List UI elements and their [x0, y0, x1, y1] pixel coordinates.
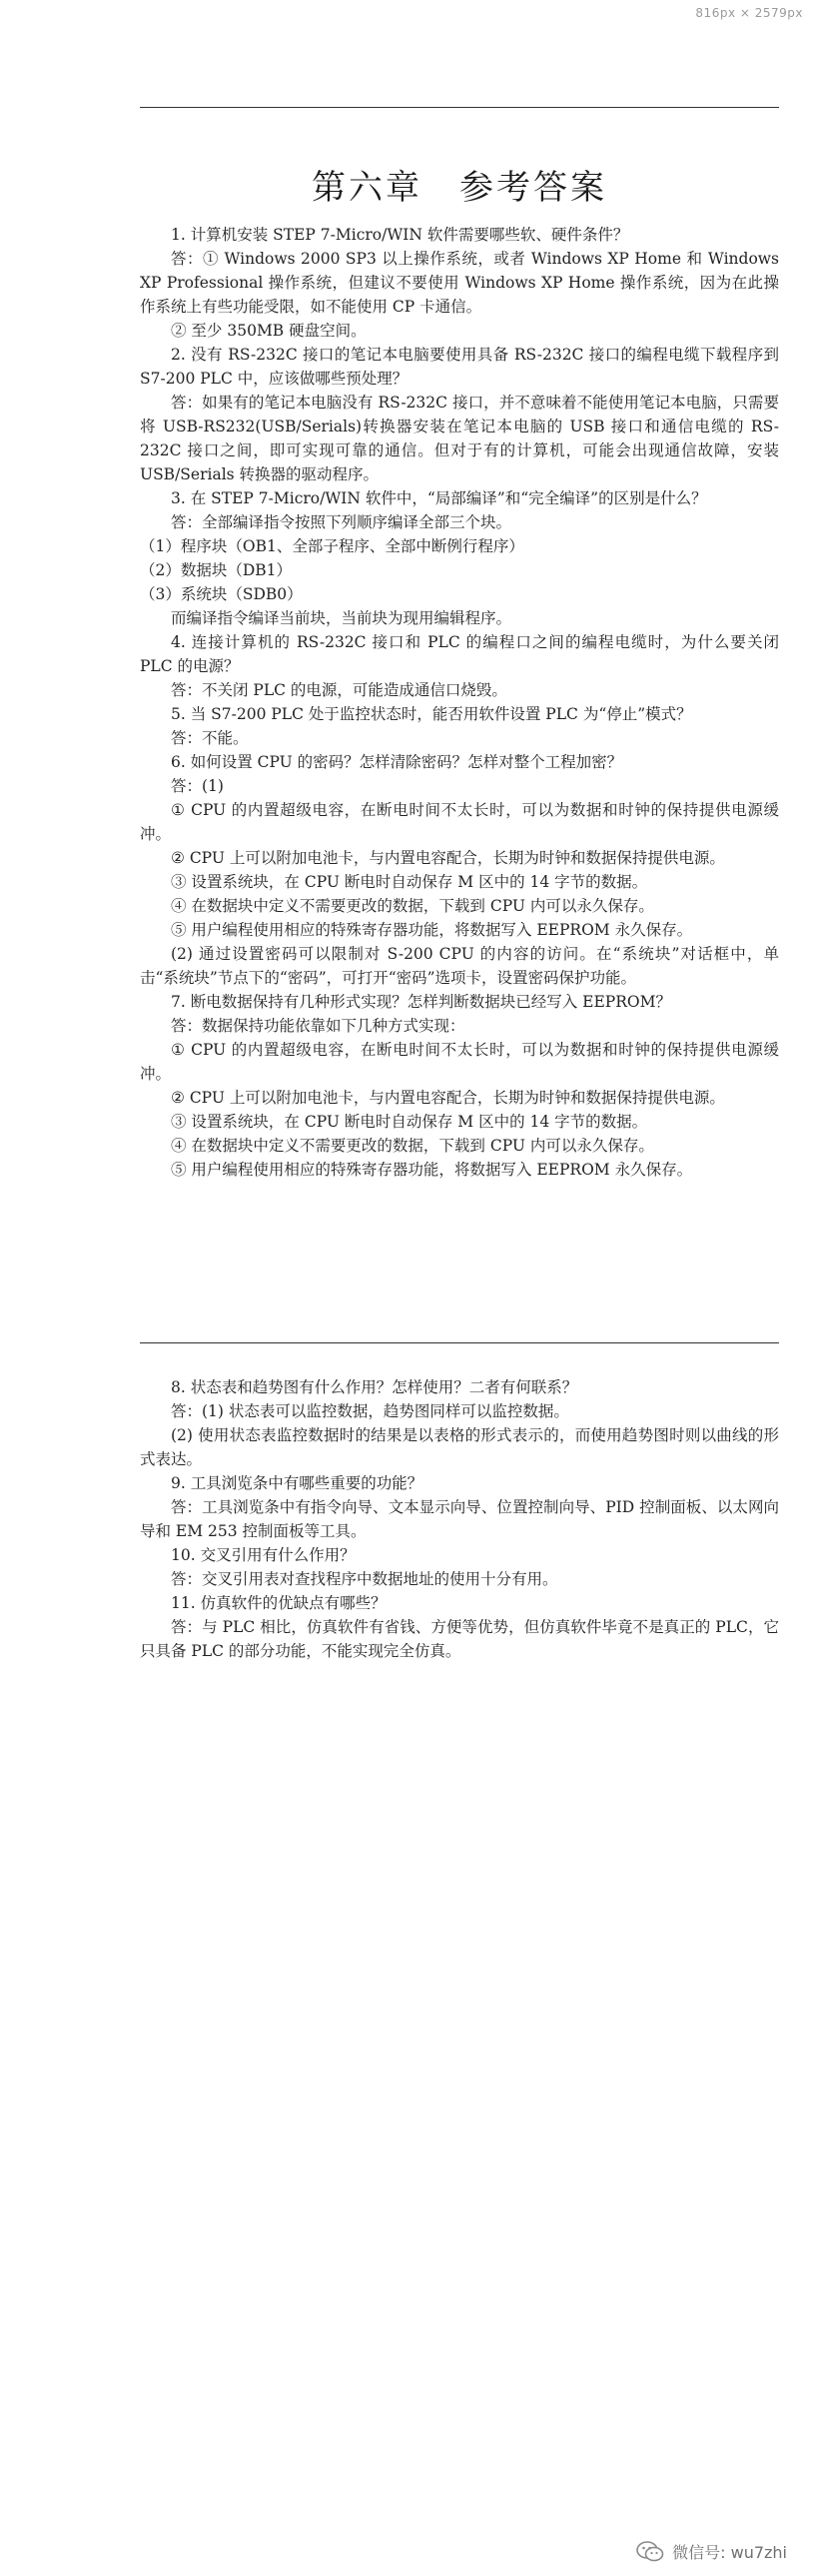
answer-3-item: （1）程序块（OB1、全部子程序、全部中断例行程序）	[140, 537, 524, 555]
answer-7-item: ② CPU 上可以附加电池卡，与内置电容配合，长期为时钟和数据保持提供电源。	[171, 1089, 725, 1107]
page2-content	[140, 1375, 779, 1663]
answer-3: 答：全部编译指令按照下列顺序编译全部三个块。	[171, 513, 512, 531]
answer-6-item: ① CPU 的内置超级电容，在断电时间不太长时，可以为数据和时钟的保持提供电源缓冲。	[140, 801, 779, 843]
answer-6-item: ② CPU 上可以附加电池卡，与内置电容配合，长期为时钟和数据保持提供电源。	[171, 849, 725, 867]
question-10: 10. 交叉引用有什么作用？	[171, 1546, 356, 1564]
answer-6: 答：(1)	[171, 777, 224, 795]
answer-8-part2: (2) 使用状态表监控数据时的结果是以表格的形式表示的，而使用趋势图时则以曲线的形式表达。	[140, 1426, 779, 1468]
answer-5: 答：不能。	[171, 729, 249, 747]
answer-3-note: 而编译指令编译当前块，当前块为现用编辑程序。	[171, 609, 512, 627]
answer-7-item: ① CPU 的内置超级电容，在断电时间不太长时，可以为数据和时钟的保持提供电源缓冲。	[140, 1041, 779, 1083]
answer-9: 答：工具浏览条中有指令向导、文本显示向导、位置控制向导、PID 控制面板、以太网向导和 EM 253 控制面板等工具。	[140, 1498, 779, 1540]
answer-6-item: ③ 设置系统块，在 CPU 断电时自动保存 M 区中的 14 字节的数据。	[171, 873, 648, 891]
page1-content	[140, 160, 779, 1182]
question-4: 4. 连接计算机的 RS-232C 接口和 PLC 的编程口之间的编程电缆时，为什么要关闭 PLC 的电源？	[140, 633, 779, 675]
question-9: 9. 工具浏览条中有哪些重要的功能？	[171, 1474, 423, 1492]
page2-top-rule	[140, 1342, 779, 1343]
answer-1: 答：① Windows 2000 SP3 以上操作系统，或者 Windows XP Home 和 Windows XP Professional 操作系统，但建议不要使用 Windows XP Home 操作系统，因为在此操作系统上有些功能受限，如不能使用 CP 卡通信。	[140, 250, 779, 316]
question-11: 11. 仿真软件的优缺点有哪些？	[171, 1594, 387, 1612]
answer-6-item: ④ 在数据块中定义不需要更改的数据，下载到 CPU 内可以永久保存。	[171, 897, 654, 915]
answer-4: 答：不关闭 PLC 的电源，可能造成通信口烧毁。	[171, 681, 507, 699]
answer-6-part2: (2) 通过设置密码可以限制对 S-200 CPU 的内容的访问。在“系统块”对话框中，单击“系统块”节点下的“密码”，可打开“密码”选项卡，设置密码保护功能。	[140, 945, 779, 987]
answer-1-item: ② 至少 350MB 硬盘空间。	[171, 322, 367, 340]
question-1: 1. 计算机安装 STEP 7-Micro/WIN 软件需要哪些软、硬件条件？	[171, 226, 629, 244]
answer-2: 答：如果有的笔记本电脑没有 RS-232C 接口，并不意味着不能使用笔记本电脑，只需要将 USB-RS232(USB/Serials)转换器安装在笔记本电脑的 USB 接口和通信电缆的 RS-232C 接口之间，即可实现可靠的通信。但对于有的计算机，可能会出现通信故障，安装 USB/Serials 转换器的驱动程序。	[140, 394, 779, 483]
wechat-watermark	[636, 2540, 787, 2563]
answer-7-item: ③ 设置系统块，在 CPU 断电时自动保存 M 区中的 14 字节的数据。	[171, 1113, 648, 1131]
answer-7-item: ④ 在数据块中定义不需要更改的数据，下载到 CPU 内可以永久保存。	[171, 1137, 654, 1155]
answer-3-item: （2）数据块（DB1）	[140, 561, 293, 579]
image-size-label: 816px × 2579px	[695, 6, 803, 20]
page1-top-rule	[140, 107, 779, 108]
answer-3-item: （3）系统块（SDB0）	[140, 585, 303, 603]
answer-8: 答：(1) 状态表可以监控数据，趋势图同样可以监控数据。	[171, 1402, 569, 1420]
answer-7: 答：数据保持功能依靠如下几种方式实现：	[171, 1017, 465, 1035]
wechat-icon	[636, 2541, 664, 2563]
answer-6-item: ⑤ 用户编程使用相应的特殊寄存器功能，将数据写入 EEPROM 永久保存。	[171, 921, 693, 939]
question-8: 8. 状态表和趋势图有什么作用？怎样使用？二者有何联系？	[171, 1378, 578, 1396]
question-3: 3. 在 STEP 7-Micro/WIN 软件中，“局部编译”和“完全编译”的区别是什么？	[171, 489, 707, 507]
watermark-text: 微信号: wu7zhi	[672, 2543, 787, 2562]
answer-11: 答：与 PLC 相比，仿真软件有省钱、方便等优势，但仿真软件毕竟不是真正的 PLC，它只具备 PLC 的部分功能，不能实现完全仿真。	[140, 1618, 779, 1660]
question-6: 6. 如何设置 CPU 的密码？怎样清除密码？怎样对整个工程加密？	[171, 753, 623, 771]
question-7: 7. 断电数据保持有几种形式实现？怎样判断数据块已经写入 EEPROM？	[171, 993, 671, 1011]
question-2: 2. 没有 RS-232C 接口的笔记本电脑要使用具备 RS-232C 接口的编程电缆下载程序到 S7-200 PLC 中，应该做哪些预处理？	[140, 346, 779, 388]
answer-10: 答：交叉引用表对查找程序中数据地址的使用十分有用。	[171, 1570, 558, 1588]
chapter-title: 第六章 参考答案	[312, 168, 607, 208]
answer-7-item: ⑤ 用户编程使用相应的特殊寄存器功能，将数据写入 EEPROM 永久保存。	[171, 1161, 693, 1179]
question-5: 5. 当 S7-200 PLC 处于监控状态时，能否用软件设置 PLC 为“停止”模式？	[171, 705, 692, 723]
